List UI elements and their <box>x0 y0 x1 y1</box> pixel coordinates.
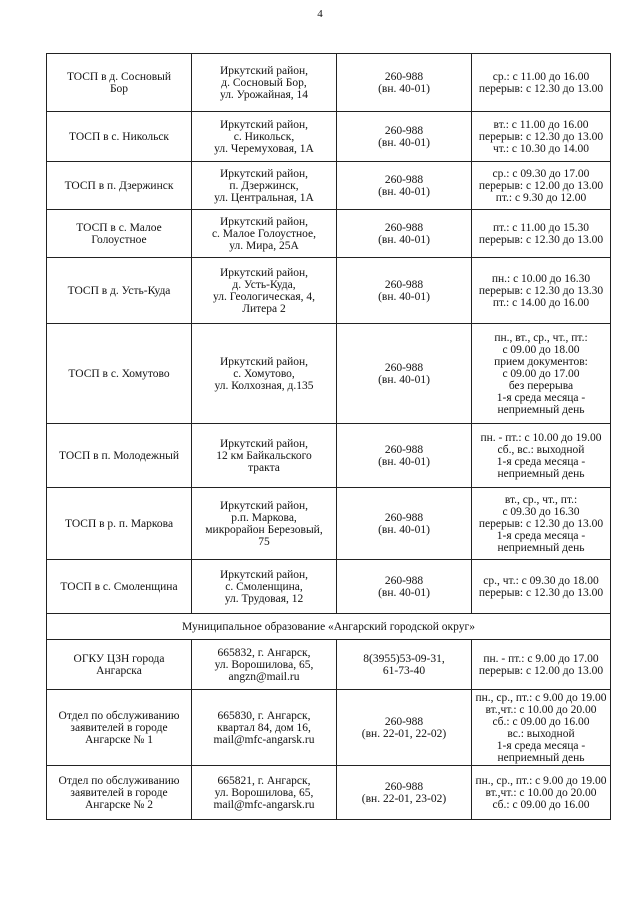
name-line: Бор <box>109 82 129 95</box>
name-line: ТОСП в д. Сосновый <box>66 70 172 83</box>
address-line: с. Хомутово, <box>233 367 295 380</box>
name-line: Отдел по обслуживанию <box>58 774 180 787</box>
name-line: Ангарске № 2 <box>84 798 153 811</box>
address-line: 12 км Байкальского <box>216 449 312 462</box>
name-line: Отдел по обслуживанию <box>58 709 180 722</box>
office-hours-cell <box>472 690 611 766</box>
office-hours-cell <box>472 210 611 258</box>
hours-line: с 09.00 до 18.00 <box>502 343 580 356</box>
address-line: 75 <box>258 535 270 548</box>
office-address-cell <box>192 766 337 820</box>
office-address-cell <box>192 560 337 614</box>
hours-line: 1-я среда месяца - <box>496 391 586 404</box>
address-line: ул. Колхозная, д.135 <box>214 379 314 392</box>
office-phone-cell <box>337 640 472 690</box>
address-line: Иркутский район, <box>219 118 309 131</box>
address-line: ул. Мира, 25А <box>229 239 299 252</box>
table-row <box>47 324 611 424</box>
office-address-cell <box>192 424 337 488</box>
name-line: ТОСП в р. п. Маркова <box>64 517 174 530</box>
address-line: с. Никольск, <box>233 130 295 143</box>
hours-line: пн. - пт.: с 10.00 до 19.00 <box>480 431 602 444</box>
office-name-cell <box>47 54 192 112</box>
address-line: д. Усть-Куда, <box>232 278 296 291</box>
hours-line: перерыв: с 12.30 до 13.00 <box>478 233 604 246</box>
hours-line: перерыв: с 12.00 до 13.00 <box>478 179 604 192</box>
name-line: Голоустное <box>91 233 147 246</box>
office-hours-cell <box>472 766 611 820</box>
office-hours-cell <box>472 162 611 210</box>
hours-line: перерыв: с 12.30 до 13.30 <box>478 284 604 297</box>
office-phone-cell <box>337 162 472 210</box>
hours-line: прием документов: <box>494 355 588 368</box>
phone-line: (вн. 40-01) <box>378 373 430 386</box>
hours-line: без перерыва <box>508 379 574 392</box>
office-name-cell <box>47 424 192 488</box>
phone-line: 260-988 <box>384 715 424 728</box>
name-line: ТОСП в с. Малое <box>76 221 162 234</box>
hours-line: сб., вс.: выходной <box>497 443 585 456</box>
hours-line: 1-я среда месяца - <box>496 739 586 752</box>
office-name-cell <box>47 162 192 210</box>
address-line: Иркутский район, <box>219 215 309 228</box>
table-row <box>47 258 611 324</box>
hours-line: пн., ср., пт.: с 9.00 до 19.00 <box>475 774 607 787</box>
office-address-cell <box>192 54 337 112</box>
office-address-cell <box>192 488 337 560</box>
office-hours-cell <box>472 112 611 162</box>
hours-line: неприемный день <box>497 467 585 480</box>
office-hours-cell <box>472 258 611 324</box>
phone-line: (вн. 40-01) <box>378 290 430 303</box>
office-name-cell <box>47 112 192 162</box>
address-line: Иркутский район, <box>219 355 309 368</box>
hours-line: перерыв: с 12.30 до 13.00 <box>478 82 604 95</box>
office-phone-cell <box>337 210 472 258</box>
office-phone-cell <box>337 112 472 162</box>
address-line: ул. Центральная, 1А <box>214 191 314 204</box>
address-line: Литера 2 <box>242 302 286 315</box>
address-line: 665830, г. Ангарск, <box>217 709 311 722</box>
table-row <box>47 766 611 820</box>
hours-line: с 09.00 до 17.00 <box>502 367 580 380</box>
office-hours-cell <box>472 54 611 112</box>
address-line: Иркутский район, <box>219 266 309 279</box>
office-name-cell <box>47 488 192 560</box>
phone-line: 260-988 <box>384 221 424 234</box>
name-line: ТОСП в п. Дзержинск <box>64 179 174 192</box>
address-line: квартал 84, дом 16, <box>217 721 311 734</box>
hours-line: перерыв: с 12.00 до 13.00 <box>478 664 604 677</box>
office-address-cell <box>192 210 337 258</box>
name-line: заявителей в городе <box>70 786 168 799</box>
office-phone-cell <box>337 424 472 488</box>
hours-line: пт.: с 14.00 до 16.00 <box>492 296 590 309</box>
office-hours-cell <box>472 424 611 488</box>
office-phone-cell <box>337 324 472 424</box>
office-address-cell <box>192 258 337 324</box>
address-line: ул. Ворошилова, 65, <box>214 658 314 671</box>
hours-line: вт.,чт.: с 10.00 до 20.00 <box>485 703 597 716</box>
table-row <box>47 112 611 162</box>
address-line: ул. Урожайная, 14 <box>219 88 309 101</box>
phone-line: 260-988 <box>384 443 424 456</box>
name-line: ТОСП в с. Хомутово <box>68 367 170 380</box>
office-hours-cell <box>472 488 611 560</box>
hours-line: вт., ср., чт., пт.: <box>504 493 578 506</box>
office-name-cell <box>47 690 192 766</box>
hours-line: ср.: с 09.30 до 17.00 <box>492 167 590 180</box>
hours-line: пн.: с 10.00 до 16.30 <box>491 272 591 285</box>
phone-line: 260-988 <box>384 70 424 83</box>
phone-line: (вн. 40-01) <box>378 185 430 198</box>
phone-line: 61-73-40 <box>382 664 426 677</box>
office-name-cell <box>47 258 192 324</box>
hours-line: пн. - пт.: с 9.00 до 17.00 <box>483 652 599 665</box>
office-address-cell <box>192 640 337 690</box>
office-phone-cell <box>337 690 472 766</box>
address-line: angzn@mail.ru <box>228 670 300 683</box>
phone-line: (вн. 40-01) <box>378 523 430 536</box>
name-line: заявителей в городе <box>70 721 168 734</box>
address-line: тракта <box>248 461 280 474</box>
section-header: Муниципальное образование «Ангарский городской округ» <box>47 614 611 640</box>
phone-line: (вн. 22-01, 23-02) <box>361 792 447 805</box>
address-line: р.п. Маркова, <box>231 511 297 524</box>
phone-line: (вн. 22-01, 22-02) <box>361 727 447 740</box>
office-name-cell <box>47 640 192 690</box>
hours-line: сб.: с 09.00 до 16.00 <box>492 715 590 728</box>
address-line: микрорайон Березовый, <box>205 523 323 536</box>
office-phone-cell <box>337 54 472 112</box>
phone-line: 260-988 <box>384 173 424 186</box>
name-line: Ангарска <box>96 664 142 677</box>
table-row <box>47 424 611 488</box>
address-line: 665832, г. Ангарск, <box>217 646 311 659</box>
address-line: ул. Ворошилова, 65, <box>214 786 314 799</box>
hours-line: вс.: выходной <box>507 727 575 740</box>
office-address-cell <box>192 690 337 766</box>
address-line: 665821, г. Ангарск, <box>217 774 311 787</box>
address-line: Иркутский район, <box>219 167 309 180</box>
address-line: Иркутский район, <box>219 568 309 581</box>
office-address-cell <box>192 162 337 210</box>
address-line: с. Смоленщина, <box>225 580 303 593</box>
hours-line: неприемный день <box>497 751 585 764</box>
hours-line: сб.: с 09.00 до 16.00 <box>492 798 590 811</box>
phone-line: (вн. 40-01) <box>378 233 430 246</box>
hours-line: перерыв: с 12.30 до 13.00 <box>478 130 604 143</box>
hours-line: пт.: с 9.30 до 12.00 <box>495 191 587 204</box>
hours-line: неприемный день <box>497 403 585 416</box>
name-line: Ангарске № 1 <box>84 733 153 746</box>
hours-line: неприемный день <box>497 541 585 554</box>
address-line: Иркутский район, <box>219 64 309 77</box>
phone-line: 260-988 <box>384 278 424 291</box>
address-line: с. Малое Голоустное, <box>211 227 317 240</box>
address-line: ул. Трудовая, 12 <box>224 592 304 605</box>
office-phone-cell <box>337 766 472 820</box>
offices-table <box>46 53 611 820</box>
section-row <box>47 614 611 640</box>
phone-line: 260-988 <box>384 361 424 374</box>
hours-line: пт.: с 11.00 до 15.30 <box>493 221 589 234</box>
office-name-cell <box>47 324 192 424</box>
hours-line: 1-я среда месяца - <box>496 455 586 468</box>
address-line: mail@mfc-angarsk.ru <box>213 798 315 811</box>
phone-line: 260-988 <box>384 511 424 524</box>
office-hours-cell <box>472 324 611 424</box>
table-row <box>47 210 611 258</box>
hours-line: перерыв: с 12.30 до 13.00 <box>478 586 604 599</box>
hours-line: вт.,чт.: с 10.00 до 20.00 <box>485 786 597 799</box>
hours-line: с 09.30 до 16.30 <box>502 505 580 518</box>
page-number: 4 <box>317 8 323 20</box>
hours-line: вт.: с 11.00 до 16.00 <box>493 118 589 131</box>
phone-line: 260-988 <box>384 780 424 793</box>
table-row <box>47 560 611 614</box>
address-line: ул. Геологическая, 4, <box>212 290 316 303</box>
hours-line: чт.: с 10.30 до 14.00 <box>493 142 589 155</box>
hours-line: пн., вт., ср., чт., пт.: <box>494 331 588 344</box>
hours-line: 1-я среда месяца - <box>496 529 586 542</box>
table-row <box>47 488 611 560</box>
hours-line: ср., чт.: с 09.30 до 18.00 <box>483 574 599 587</box>
name-line: ТОСП в с. Смоленщина <box>60 580 178 593</box>
phone-line: 260-988 <box>384 124 424 137</box>
phone-line: (вн. 40-01) <box>378 82 430 95</box>
offices-table-body <box>47 54 611 820</box>
phone-line: 8(3955)53-09-31, <box>363 652 445 665</box>
name-line: ТОСП в п. Молодежный <box>58 449 179 462</box>
address-line: Иркутский район, <box>219 437 309 450</box>
name-line: ТОСП в с. Никольск <box>68 130 170 143</box>
name-line: ТОСП в д. Усть-Куда <box>67 284 171 297</box>
hours-line: пн., ср., пт.: с 9.00 до 19.00 <box>475 691 607 704</box>
office-address-cell <box>192 324 337 424</box>
phone-line: (вн. 40-01) <box>378 586 430 599</box>
office-address-cell <box>192 112 337 162</box>
hours-line: ср.: с 11.00 до 16.00 <box>492 70 590 83</box>
phone-line: 260-988 <box>384 574 424 587</box>
address-line: д. Сосновый Бор, <box>221 76 307 89</box>
office-phone-cell <box>337 560 472 614</box>
table-row <box>47 54 611 112</box>
office-name-cell <box>47 766 192 820</box>
phone-line: (вн. 40-01) <box>378 455 430 468</box>
office-name-cell <box>47 560 192 614</box>
office-hours-cell <box>472 640 611 690</box>
address-line: mail@mfc-angarsk.ru <box>213 733 315 746</box>
office-phone-cell <box>337 488 472 560</box>
office-name-cell <box>47 210 192 258</box>
address-line: ул. Черемуховая, 1А <box>214 142 314 155</box>
table-row <box>47 162 611 210</box>
hours-line: перерыв: с 12.30 до 13.00 <box>478 517 604 530</box>
table-row <box>47 690 611 766</box>
name-line: ОГКУ ЦЗН города <box>73 652 165 665</box>
address-line: Иркутский район, <box>219 499 309 512</box>
office-phone-cell <box>337 258 472 324</box>
address-line: п. Дзержинск, <box>229 179 299 192</box>
office-hours-cell <box>472 560 611 614</box>
phone-line: (вн. 40-01) <box>378 136 430 149</box>
table-row <box>47 640 611 690</box>
